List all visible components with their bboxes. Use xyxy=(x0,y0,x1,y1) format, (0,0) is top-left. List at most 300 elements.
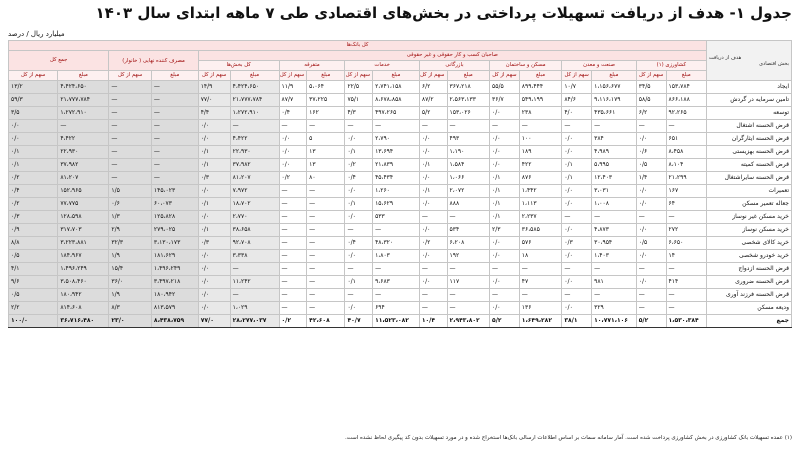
amount-subheader: مبلغ xyxy=(373,71,420,81)
share-cell-serv: ۰/۰ xyxy=(345,211,373,224)
share-cell-all: ۱۴/۹ xyxy=(198,81,230,94)
share-cell-tot: ۵۹/۳ xyxy=(9,94,58,107)
amount-subheader: مبلغ xyxy=(151,71,198,81)
amount-cell-trade: — xyxy=(447,120,490,133)
share-cell-serv: ۴۰/۷ xyxy=(345,315,373,328)
row-label: قرض الحسنه کمیته xyxy=(706,159,791,172)
share-cell-trade: ۸۷/۲ xyxy=(419,94,447,107)
amount-cell-misc: — xyxy=(307,120,345,133)
amount-cell-misc: ۵،۰۶۴ xyxy=(307,81,345,94)
sector-header-misc: متفرقه xyxy=(279,61,345,71)
share-cell-all: ۷۷/۰ xyxy=(198,315,230,328)
share-cell-trade: — xyxy=(419,120,447,133)
share-cell-ind: ۰/۰ xyxy=(562,146,592,159)
share-cell-all: ۴/۴ xyxy=(198,107,230,120)
share-cell-serv: ۷۵/۱ xyxy=(345,94,373,107)
share-cell-fc: ۲/۹ xyxy=(109,224,152,237)
amount-cell-agr: ۸۶۶،۱۸۸ xyxy=(666,94,706,107)
share-cell-ind: ۰/۳ xyxy=(562,237,592,250)
share-cell-agr: ۰/۰ xyxy=(636,133,666,146)
amount-cell-serv: — xyxy=(373,289,420,302)
row-label: خرید مسکن غیر نوساز xyxy=(706,211,791,224)
amount-cell-con: — xyxy=(519,263,562,276)
share-cell-agr: ۰/۰ xyxy=(636,224,666,237)
share-cell-con: ۰/۰ xyxy=(490,133,520,146)
table-row xyxy=(9,146,792,159)
share-cell-trade: ۰/۰ xyxy=(419,172,447,185)
amount-cell-trade: ۱،۱۹۰ xyxy=(447,146,490,159)
amount-cell-fc: ۳،۴۹۷،۲۱۸ xyxy=(151,276,198,289)
table-row xyxy=(9,107,792,120)
share-cell-agr: — xyxy=(636,302,666,315)
amount-cell-trade: ۱۹۲ xyxy=(447,250,490,263)
footnote: (۱) عمده تسهیلات بانک کشاورزی در بخش کشاورزی پرداخت شده است. آمار سامانه سمات بر اساس اطلاعات ارسالی بانک‌ها استخراج شده و در مورد تسهیلات بدون کد پیگیری لحاظ نشده است. xyxy=(345,435,792,441)
share-subheader: سهم از کل xyxy=(636,71,666,81)
share-cell-agr: ۰/۰ xyxy=(636,276,666,289)
share-cell-tot: ۰/۱ xyxy=(9,146,58,159)
amount-cell-serv: ۲،۷۹۰ xyxy=(373,133,420,146)
share-cell-con: ۰/۰ xyxy=(490,250,520,263)
sector-header-all: کل بخش‌ها xyxy=(198,61,279,71)
amount-cell-misc: — xyxy=(307,237,345,250)
diag-bottom-label: بخش اقتصادی xyxy=(759,60,789,67)
amount-cell-fc: ۱۸۱،۶۲۹ xyxy=(151,250,198,263)
share-cell-trade: — xyxy=(419,302,447,315)
amount-cell-serv: ۴۹۷،۲۶۵ xyxy=(373,107,420,120)
amount-subheader: مبلغ xyxy=(519,71,562,81)
share-cell-misc: — xyxy=(279,276,307,289)
share-cell-con: ۵۵/۵ xyxy=(490,81,520,94)
share-cell-all: ۰/۳ xyxy=(198,172,230,185)
amount-cell-agr: ۸،۱۰۴ xyxy=(666,159,706,172)
share-cell-misc: ۰/۰ xyxy=(279,146,307,159)
share-cell-tot: ۰/۹ xyxy=(9,224,58,237)
amount-cell-tot: ۲۱،۷۷۷،۷۸۴ xyxy=(58,94,109,107)
share-cell-trade: ۱۰/۴ xyxy=(419,315,447,328)
amount-cell-serv: — xyxy=(373,120,420,133)
share-cell-misc: — xyxy=(279,224,307,237)
amount-cell-con: ۱۰۰ xyxy=(519,133,562,146)
share-cell-con: ۰/۰ xyxy=(490,146,520,159)
share-cell-con: ۰/۰ xyxy=(490,107,520,120)
table-row xyxy=(9,289,792,302)
amount-cell-misc: — xyxy=(307,276,345,289)
row-label: قرض الحسنه ایثارگران xyxy=(706,133,791,146)
amount-cell-fc: ۲۷۹،۰۲۵ xyxy=(151,224,198,237)
share-cell-misc: — xyxy=(279,302,307,315)
table-row xyxy=(9,185,792,198)
share-cell-serv: ۰/۰ xyxy=(345,185,373,198)
share-cell-serv: — xyxy=(345,224,373,237)
amount-cell-misc: ۳۷،۲۲۵ xyxy=(307,94,345,107)
amount-cell-trade: ۱،۵۸۴ xyxy=(447,159,490,172)
sector-header-agriculture: کشاورزی (۱) xyxy=(636,61,706,71)
amount-cell-fc: ۸۱۳،۵۷۹ xyxy=(151,302,198,315)
sector-header-trade: بازرگانی xyxy=(419,61,489,71)
share-cell-misc: ۰/۲ xyxy=(279,172,307,185)
amount-cell-trade: — xyxy=(447,263,490,276)
amount-cell-serv: ۴۵،۴۳۴ xyxy=(373,172,420,185)
row-label: قرض الحسنه بهزیستی xyxy=(706,146,791,159)
amount-cell-tot: ۲۲،۹۳۰ xyxy=(58,146,109,159)
amount-cell-agr: — xyxy=(666,263,706,276)
amount-cell-trade: ۶،۲۰۸ xyxy=(447,237,490,250)
share-cell-con: — xyxy=(490,263,520,276)
amount-cell-trade: — xyxy=(447,211,490,224)
amount-cell-fc: — xyxy=(151,172,198,185)
amount-cell-misc: ۱۳ xyxy=(307,159,345,172)
table-row xyxy=(9,224,792,237)
unit-label: میلیارد ریال / درصد xyxy=(8,30,65,38)
share-cell-ind: ۰/۱ xyxy=(562,172,592,185)
share-cell-tot: ۸/۸ xyxy=(9,237,58,250)
share-cell-tot: ۰/۵ xyxy=(9,289,58,302)
amount-cell-ind: ۳۸۴ xyxy=(592,133,637,146)
amount-cell-tot: ۷۷،۷۷۵ xyxy=(58,198,109,211)
share-cell-agr: ۰/۵ xyxy=(636,159,666,172)
row-label: قرض الحسنه ضروری xyxy=(706,276,791,289)
share-cell-all: ۰/۰ xyxy=(198,133,230,146)
share-cell-all: ۰/۰ xyxy=(198,289,230,302)
row-label: قرض الحسنه اشتغال xyxy=(706,120,791,133)
share-cell-agr: ۰/۰ xyxy=(636,198,666,211)
amount-cell-all: ۱،۰۲۹ xyxy=(230,302,279,315)
amount-cell-agr: ۱۵۳،۷۸۴ xyxy=(666,81,706,94)
table-row xyxy=(9,198,792,211)
share-cell-con: — xyxy=(490,289,520,302)
amount-cell-agr: ۲۷۲ xyxy=(666,224,706,237)
amount-subheader: مبلغ xyxy=(307,71,345,81)
share-cell-ind: ۰/۰ xyxy=(562,224,592,237)
amount-cell-tot: ۳،۲۲۳،۸۸۱ xyxy=(58,237,109,250)
share-cell-agr: ۳۴/۵ xyxy=(636,81,666,94)
amount-cell-tot: ۱،۴۹۶،۲۴۹ xyxy=(58,263,109,276)
share-cell-serv: ۰/۴ xyxy=(345,172,373,185)
share-cell-trade: ۰/۰ xyxy=(419,276,447,289)
row-label: جعاله تعمیر مسکن xyxy=(706,198,791,211)
share-cell-fc: — xyxy=(109,120,152,133)
share-cell-misc: — xyxy=(279,263,307,276)
share-cell-ind: ۴/۰ xyxy=(562,107,592,120)
share-cell-fc: — xyxy=(109,81,152,94)
share-cell-serv: ۴/۳ xyxy=(345,107,373,120)
share-cell-ind: ۳۸/۱ xyxy=(562,315,592,328)
share-cell-con: ۲/۳ xyxy=(490,224,520,237)
sector-header-services: خدمات xyxy=(345,61,419,71)
share-cell-con: ۰/۱ xyxy=(490,172,520,185)
amount-subheader: مبلغ xyxy=(447,71,490,81)
table-row xyxy=(9,250,792,263)
share-cell-tot: ۰/۲ xyxy=(9,172,58,185)
share-cell-con: ۰/۰ xyxy=(490,276,520,289)
amount-cell-tot: ۸۱۴،۶۰۸ xyxy=(58,302,109,315)
share-cell-ind: ۰/۰ xyxy=(562,302,592,315)
share-cell-all: ۰/۰ xyxy=(198,250,230,263)
amount-cell-ind: ۴،۹۸۹ xyxy=(592,146,637,159)
amount-cell-misc: — xyxy=(307,263,345,276)
share-cell-trade: ۶/۲ xyxy=(419,81,447,94)
amount-cell-con: ۸۹۹،۴۴۴ xyxy=(519,81,562,94)
amount-cell-con: — xyxy=(519,289,562,302)
share-cell-agr: ۵/۲ xyxy=(636,315,666,328)
amount-cell-tot: ۱۸۰،۹۴۲ xyxy=(58,289,109,302)
amount-cell-all: ۱۸،۷۰۲ xyxy=(230,198,279,211)
share-cell-ind: ۸۴/۶ xyxy=(562,94,592,107)
amount-cell-con: ۱،۴۴۲ xyxy=(519,185,562,198)
amount-cell-fc: — xyxy=(151,146,198,159)
share-cell-serv: ۰/۰ xyxy=(345,302,373,315)
amount-cell-ind: ۴،۸۷۳ xyxy=(592,224,637,237)
amount-cell-fc: ۱،۴۹۶،۲۴۹ xyxy=(151,263,198,276)
amount-cell-all: ۱،۲۷۲،۹۱۰ xyxy=(230,107,279,120)
share-cell-all: ۰/۱ xyxy=(198,146,230,159)
amount-cell-trade: ۳۶۷،۲۱۸ xyxy=(447,81,490,94)
share-cell-con: — xyxy=(490,120,520,133)
amount-subheader: مبلغ xyxy=(666,71,706,81)
share-cell-tot: ۹/۶ xyxy=(9,276,58,289)
amount-cell-ind: ۹۸۱ xyxy=(592,276,637,289)
share-cell-con: ۰/۱ xyxy=(490,198,520,211)
amount-cell-all: — xyxy=(230,120,279,133)
amount-cell-all: ۲۸،۲۷۷،۰۳۷ xyxy=(230,315,279,328)
amount-cell-agr: ۸،۴۵۸ xyxy=(666,146,706,159)
table-row xyxy=(9,120,792,133)
share-cell-fc: — xyxy=(109,107,152,120)
amount-subheader: مبلغ xyxy=(230,71,279,81)
amount-cell-all: ۲۲،۹۳۰ xyxy=(230,146,279,159)
share-cell-ind: ۰/۰ xyxy=(562,250,592,263)
amount-cell-all: ۲،۷۷۰ xyxy=(230,211,279,224)
amount-cell-serv: ۱۳،۶۹۴ xyxy=(373,146,420,159)
amount-cell-agr: — xyxy=(666,302,706,315)
share-cell-fc: — xyxy=(109,94,152,107)
amount-cell-ind: ۳۲۹ xyxy=(592,302,637,315)
share-cell-misc: — xyxy=(279,237,307,250)
row-label: تعمیرات xyxy=(706,185,791,198)
share-cell-all: ۰/۰ xyxy=(198,276,230,289)
amount-cell-all: ۳۷،۹۸۲ xyxy=(230,159,279,172)
amount-cell-fc: ۱۸۰،۹۴۲ xyxy=(151,289,198,302)
table-row xyxy=(9,211,792,224)
amount-cell-all: ۱۱،۲۴۲ xyxy=(230,276,279,289)
share-cell-trade: — xyxy=(419,211,447,224)
share-cell-misc: ۰/۰ xyxy=(279,133,307,146)
amount-cell-agr: ۲۱،۲۹۹ xyxy=(666,172,706,185)
amount-cell-con: ۴۲۲ xyxy=(519,159,562,172)
share-cell-all: ۰/۳ xyxy=(198,237,230,250)
share-cell-serv: ۰/۰ xyxy=(345,250,373,263)
share-cell-serv: — xyxy=(345,289,373,302)
amount-cell-con: ۴۷ xyxy=(519,276,562,289)
share-cell-agr: ۱/۴ xyxy=(636,172,666,185)
row-label: قرض الحسنه سایراشتغال xyxy=(706,172,791,185)
share-subheader: سهم از کل xyxy=(9,71,58,81)
share-cell-ind: ۰/۱ xyxy=(562,159,592,172)
amount-cell-misc: ۵ xyxy=(307,133,345,146)
table-row xyxy=(9,133,792,146)
share-cell-ind: ۰/۰ xyxy=(562,198,592,211)
diag-top-label: هدف از دریافت xyxy=(708,54,742,61)
amount-cell-misc: — xyxy=(307,289,345,302)
table-row xyxy=(9,302,792,315)
amount-cell-serv: ۸،۶۷۸،۸۵۸ xyxy=(373,94,420,107)
share-cell-misc: ۰/۰ xyxy=(279,159,307,172)
amount-cell-con: ۲،۲۳۷ xyxy=(519,211,562,224)
amount-cell-tot: — xyxy=(58,120,109,133)
row-label: خرید کالای شخصی xyxy=(706,237,791,250)
share-cell-ind: — xyxy=(562,289,592,302)
share-cell-fc: ۳۲/۳ xyxy=(109,237,152,250)
amount-cell-all: — xyxy=(230,289,279,302)
amount-cell-agr: ۴۱۴ xyxy=(666,276,706,289)
share-cell-trade: ۰/۱ xyxy=(419,159,447,172)
amount-cell-ind: ۴۳۵،۶۶۱ xyxy=(592,107,637,120)
amount-cell-con: ۲۳۸ xyxy=(519,107,562,120)
share-cell-agr: ۰/۶ xyxy=(636,146,666,159)
share-subheader: سهم از کل xyxy=(345,71,373,81)
amount-cell-serv: — xyxy=(373,263,420,276)
amount-cell-serv: ۶۹۴ xyxy=(373,302,420,315)
share-cell-misc: — xyxy=(279,120,307,133)
share-cell-agr: — xyxy=(636,211,666,224)
amount-cell-con: ۵۷۶ xyxy=(519,237,562,250)
amount-cell-serv: ۱،۲۶۰ xyxy=(373,185,420,198)
amount-cell-ind: — xyxy=(592,211,637,224)
row-label: ایجاد xyxy=(706,81,791,94)
amount-cell-agr: ۶۵۱ xyxy=(666,133,706,146)
share-cell-tot: ۰/۰ xyxy=(9,133,58,146)
share-cell-tot: ۰/۱ xyxy=(9,159,58,172)
share-cell-trade: ۰/۲ xyxy=(419,237,447,250)
share-cell-fc: ۳۶/۰ xyxy=(109,276,152,289)
share-cell-trade: ۰/۰ xyxy=(419,224,447,237)
amount-cell-tot: ۱۵۲،۹۶۵ xyxy=(58,185,109,198)
amount-cell-serv: ۹،۶۸۳ xyxy=(373,276,420,289)
row-label: قرض الحسنه ازدواج xyxy=(706,263,791,276)
row-label: خرید خودرو شخصی xyxy=(706,250,791,263)
share-cell-all: ۰/۰ xyxy=(198,263,230,276)
amount-cell-trade: ۱۵۳،۰۲۶ xyxy=(447,107,490,120)
amount-cell-con: ۱۸ xyxy=(519,250,562,263)
share-cell-fc: ۰/۶ xyxy=(109,198,152,211)
amount-cell-trade: — xyxy=(447,289,490,302)
share-cell-trade: ۰/۰ xyxy=(419,146,447,159)
amount-cell-all: ۴،۴۲۴،۶۵۰ xyxy=(230,81,279,94)
share-cell-trade: ۵/۲ xyxy=(419,107,447,120)
amount-cell-trade: ۵۳۴ xyxy=(447,224,490,237)
share-subheader: سهم از کل xyxy=(419,71,447,81)
amount-cell-misc: ۴۲،۶۰۸ xyxy=(307,315,345,328)
amount-cell-con: ۳۶،۵۸۵ xyxy=(519,224,562,237)
amount-cell-trade: ۸۸۸ xyxy=(447,198,490,211)
amount-cell-all: ۸۱،۲۰۷ xyxy=(230,172,279,185)
share-cell-all: ۰/۱ xyxy=(198,224,230,237)
share-cell-con: ۰/۱ xyxy=(490,185,520,198)
amount-cell-all: ۷،۹۷۲ xyxy=(230,185,279,198)
share-cell-con: ۰/۰ xyxy=(490,237,520,250)
amount-cell-all: ۳۸،۶۵۸ xyxy=(230,224,279,237)
amount-cell-ind: ۳،۰۳۱ xyxy=(592,185,637,198)
share-cell-trade: — xyxy=(419,289,447,302)
share-cell-misc: ۰/۲ xyxy=(279,315,307,328)
amount-cell-all: ۹۲،۷۰۸ xyxy=(230,237,279,250)
share-cell-misc: — xyxy=(279,211,307,224)
share-cell-tot: ۲/۲ xyxy=(9,302,58,315)
share-cell-fc: ۱/۵ xyxy=(109,185,152,198)
share-cell-serv: ۰/۴ xyxy=(345,237,373,250)
share-cell-all: ۷۷/۰ xyxy=(198,94,230,107)
share-cell-tot: ۰/۴ xyxy=(9,185,58,198)
share-cell-serv: — xyxy=(345,120,373,133)
share-cell-tot: ۰/۲ xyxy=(9,198,58,211)
amount-cell-con: ۸۷۶ xyxy=(519,172,562,185)
share-cell-ind: ۰/۰ xyxy=(562,276,592,289)
share-cell-misc: ۸۷/۷ xyxy=(279,94,307,107)
amount-cell-misc: — xyxy=(307,224,345,237)
amount-cell-all: ۲۱،۷۷۷،۷۸۴ xyxy=(230,94,279,107)
amount-cell-fc: ۸،۴۳۸،۷۵۹ xyxy=(151,315,198,328)
share-subheader: سهم از کل xyxy=(490,71,520,81)
amount-cell-all: ۳،۳۳۸ xyxy=(230,250,279,263)
amount-cell-serv: ۲۱،۸۳۹ xyxy=(373,159,420,172)
share-cell-serv: ۲۲/۵ xyxy=(345,81,373,94)
share-cell-tot: ۰/۳ xyxy=(9,211,58,224)
share-cell-con: ۳۶/۷ xyxy=(490,94,520,107)
amount-cell-agr: ۹۲،۲۶۵ xyxy=(666,107,706,120)
amount-cell-con: ۵۴۹،۱۹۹ xyxy=(519,94,562,107)
table-row xyxy=(9,81,792,94)
share-cell-agr: ۰/۰ xyxy=(636,185,666,198)
amount-cell-serv: ۲،۷۴۱،۱۵۸ xyxy=(373,81,420,94)
share-cell-misc: — xyxy=(279,185,307,198)
amount-cell-tot: ۸۱،۲۰۷ xyxy=(58,172,109,185)
share-cell-fc: ۱/۹ xyxy=(109,289,152,302)
amount-cell-misc: ۱۶۲ xyxy=(307,107,345,120)
amount-cell-misc: — xyxy=(307,211,345,224)
amount-cell-ind: ۹،۱۱۶،۱۷۹ xyxy=(592,94,637,107)
share-cell-tot: ۰/۰ xyxy=(9,120,58,133)
share-cell-all: ۰/۱ xyxy=(198,198,230,211)
share-cell-fc: ۱۵/۴ xyxy=(109,263,152,276)
amount-cell-fc: — xyxy=(151,120,198,133)
amount-cell-con: ۱۸۹ xyxy=(519,146,562,159)
row-label: خرید مسکن نوساز xyxy=(706,224,791,237)
amount-cell-ind: ۱۰،۷۷۱،۱۰۶ xyxy=(592,315,637,328)
share-cell-con: ۰/۱ xyxy=(490,211,520,224)
amount-cell-misc: — xyxy=(307,185,345,198)
final-consumer-header: مصرف کننده نهایی ( خانوار) xyxy=(109,51,198,71)
amount-cell-ind: — xyxy=(592,263,637,276)
share-cell-con: ۰/۰ xyxy=(490,302,520,315)
amount-cell-ind: ۳۰،۹۵۴ xyxy=(592,237,637,250)
share-cell-ind: ۰/۰ xyxy=(562,185,592,198)
share-cell-agr: ۰/۵ xyxy=(636,237,666,250)
amount-cell-tot: ۴،۴۲۲ xyxy=(58,133,109,146)
amount-cell-ind: — xyxy=(592,289,637,302)
share-cell-serv: ۰/۱ xyxy=(345,198,373,211)
share-cell-trade: ۰/۰ xyxy=(419,133,447,146)
amount-cell-trade: — xyxy=(447,302,490,315)
share-cell-misc: ۱۱/۹ xyxy=(279,81,307,94)
table-row xyxy=(9,276,792,289)
share-cell-fc: ۱/۹ xyxy=(109,250,152,263)
amount-cell-ind: ۱،۱۵۶،۶۷۷ xyxy=(592,81,637,94)
share-cell-ind: ۰/۰ xyxy=(562,133,592,146)
amount-cell-serv: ۱۱،۵۲۳،۰۸۲ xyxy=(373,315,420,328)
share-cell-ind: ۱۰/۷ xyxy=(562,81,592,94)
amount-cell-serv: ۴۸،۳۲۰ xyxy=(373,237,420,250)
amount-cell-con: — xyxy=(519,120,562,133)
